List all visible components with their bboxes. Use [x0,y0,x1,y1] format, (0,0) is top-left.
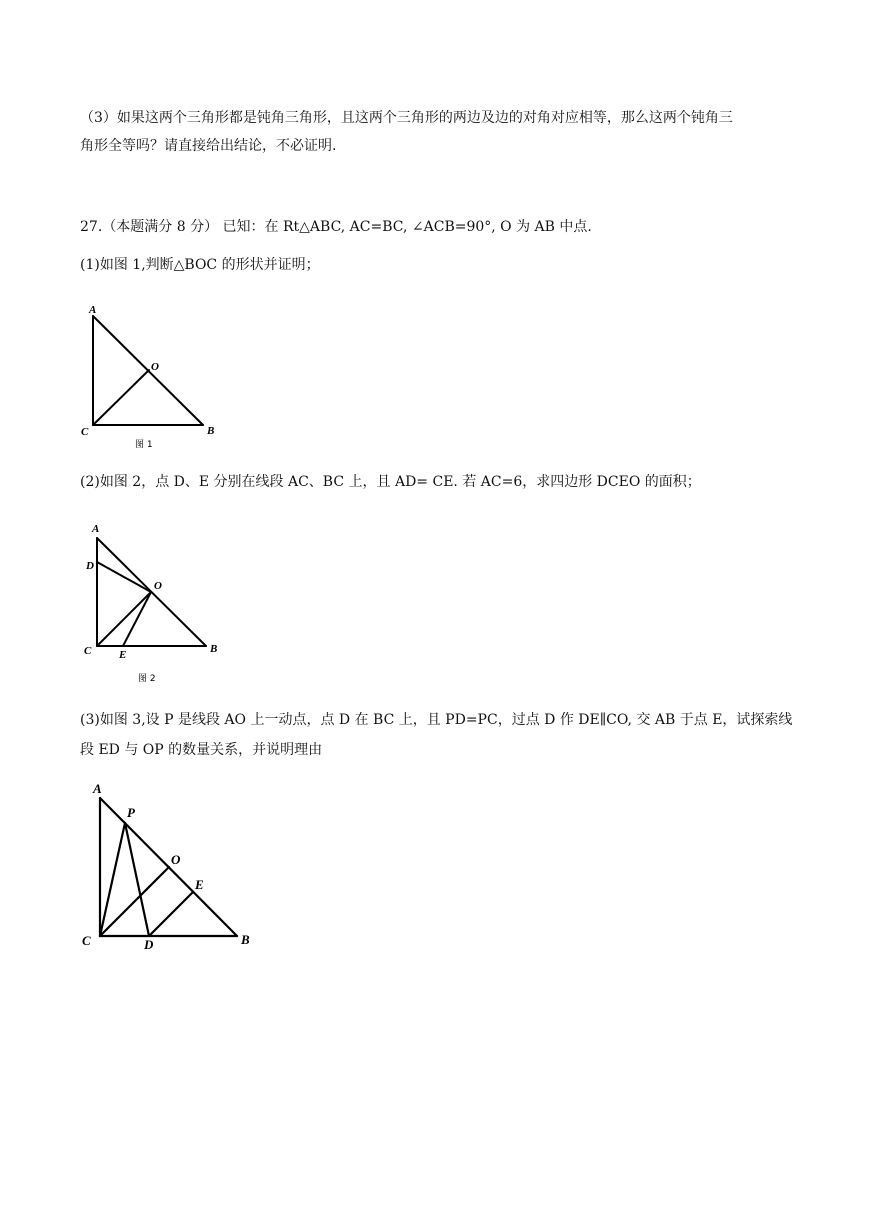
segment-CO [97,592,151,646]
label-E: E [195,877,204,892]
q27-sub3-line-2: 段 ED 与 OP 的数量关系，并说明理由 [80,742,323,758]
label-D: D [86,560,94,572]
label-P: P [127,805,135,820]
figure-2-diagram [78,520,238,685]
q27-sub2: (2)如图 2，点 D、E 分别在线段 AC、BC 上，且 AD= CE. 若 AC=6，求四边形 DCEO 的面积； [80,474,701,490]
label-C: C [82,933,91,948]
label-A: A [92,523,100,535]
label-O: O [154,580,162,592]
label-O: O [151,361,159,373]
segment-DE [149,892,193,936]
label-B: B [207,425,215,437]
label-B: B [241,932,250,947]
label-A: A [93,781,102,796]
label-E: E [119,649,127,661]
q27-sub1: (1)如图 1,判断△BOC 的形状并证明； [80,257,320,273]
figure-2-caption: 图 2 [138,674,156,684]
segment-CP [100,823,125,936]
figure-1 [75,300,235,455]
label-B: B [210,643,218,655]
label-C: C [81,426,89,438]
label-C: C [84,645,92,657]
segment-CO [93,370,149,425]
segment-EO [123,592,151,646]
segment-DO [97,562,151,592]
figure-3-diagram [80,780,265,955]
q27-header: 27.（本题满分 8 分） 已知：在 Rt△ABC, AC=BC, ∠ACB=90°, O 为 AB 中点. [80,219,592,235]
figure-1-diagram [75,300,235,455]
label-O: O [171,852,181,867]
segment-PD [125,823,149,936]
label-A: A [89,304,97,316]
figure-2 [78,520,238,685]
q27-sub3-line-1: (3)如图 3,设 P 是线段 AO 上一动点，点 D 在 BC 上，且 PD=PC，过点 D 作 DE∥CO, 交 AB 于点 E，试探索线 [80,712,793,728]
figure-1-caption: 图 1 [135,440,153,450]
prev-question-line-2: 角形全等吗？请直接给出结论，不必证明. [80,138,337,154]
figure-3 [80,780,265,955]
label-D: D [144,937,154,952]
prev-question-line-1: （3）如果这两个三角形都是钝角三角形，且这两个三角形的两边及边的对角对应相等，那么这两个钝角三 [80,110,733,126]
